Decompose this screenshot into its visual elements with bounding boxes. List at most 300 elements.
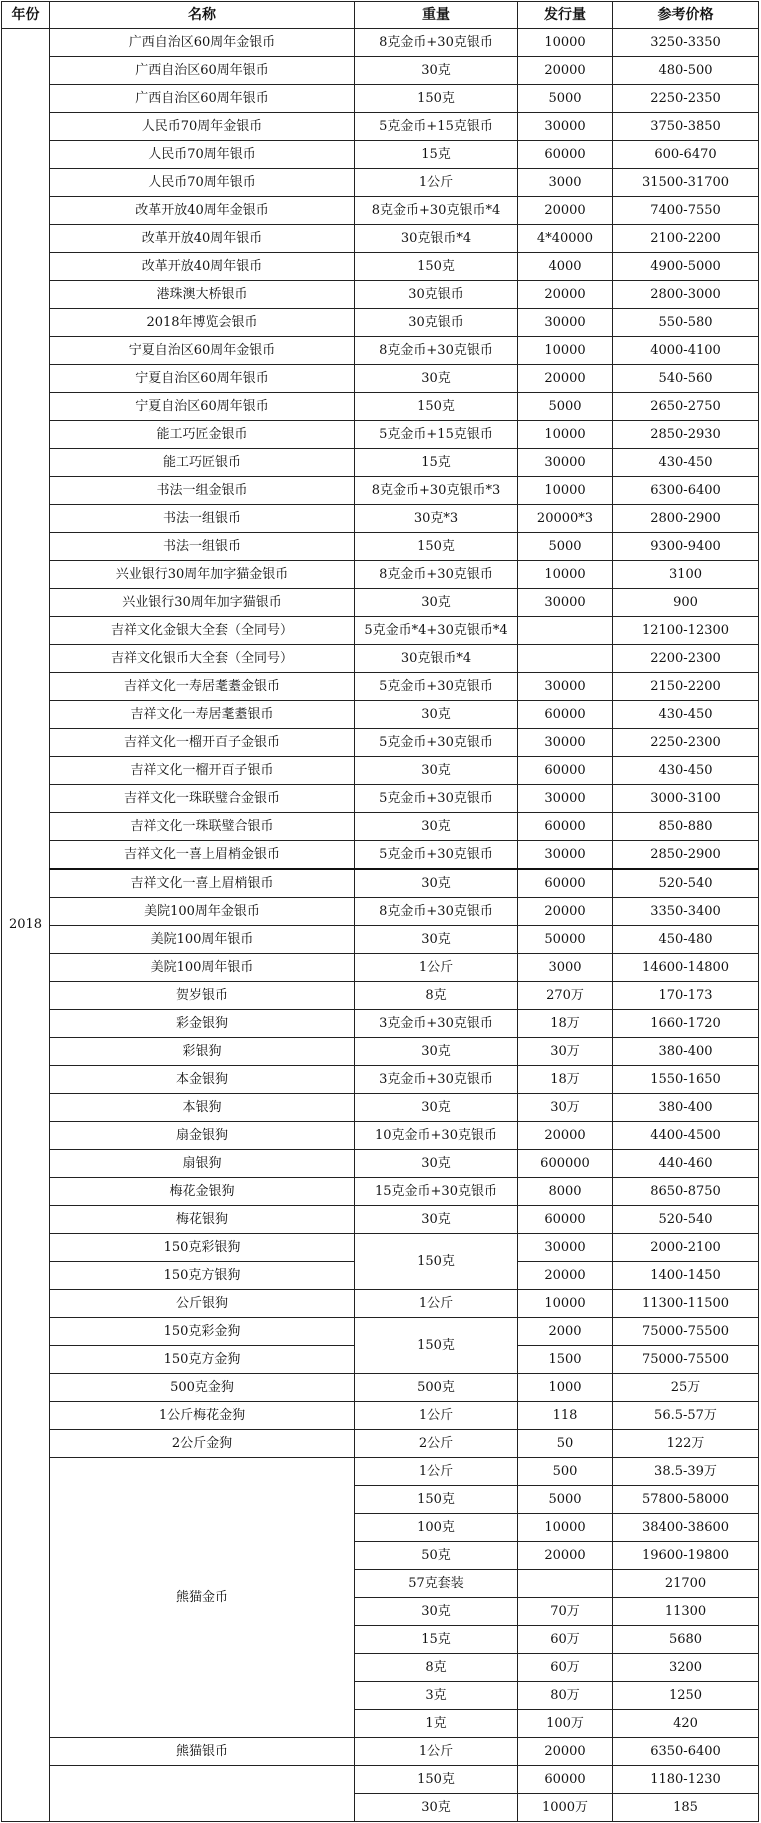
mintage-cell: 2000 [518,1318,613,1346]
price-cell: 57800-58000 [613,1486,759,1514]
price-cell: 8650-8750 [613,1178,759,1206]
table-row [2,926,759,954]
mintage-cell: 80万 [518,1682,613,1710]
mintage-cell: 20000 [518,57,613,85]
price-cell: 850-880 [613,813,759,841]
coin-name-cell: 书法一组银币 [50,505,355,533]
coin-name-cell: 广西自治区60周年银币 [50,85,355,113]
mintage-cell: 5000 [518,393,613,421]
weight-cell: 30克 [355,589,518,617]
weight-cell: 3克 [355,1682,518,1710]
weight-cell: 150克 [355,1486,518,1514]
weight-cell: 100克 [355,1514,518,1542]
table-row [2,393,759,421]
weight-cell: 8克金币+30克银币*3 [355,477,518,505]
price-cell: 2000-2100 [613,1234,759,1262]
table-row [2,477,759,505]
price-cell: 11300 [613,1598,759,1626]
price-cell: 122万 [613,1430,759,1458]
mintage-cell: 10000 [518,337,613,365]
mintage-cell: 3000 [518,954,613,982]
mintage-cell: 20000 [518,1262,613,1290]
mintage-cell: 60000 [518,701,613,729]
coin-name-cell: 150克彩金狗 [50,1318,355,1346]
mintage-cell: 20000 [518,1738,613,1766]
price-cell: 520-540 [613,1206,759,1234]
table-row [2,1402,759,1430]
mintage-cell: 60000 [518,1766,613,1794]
price-cell: 3750-3850 [613,113,759,141]
coin-name-cell: 改革开放40周年银币 [50,225,355,253]
mintage-cell: 30万 [518,1038,613,1066]
mintage-cell: 20000*3 [518,505,613,533]
weight-cell: 5克金币+30克银币 [355,673,518,701]
weight-cell: 30克银币*4 [355,645,518,673]
weight-cell: 5克金币+30克银币 [355,729,518,757]
mintage-cell: 30000 [518,785,613,813]
coin-price-table [1,1,759,1822]
coin-name-cell: 广西自治区60周年金银币 [50,29,355,57]
mintage-cell: 1000 [518,1374,613,1402]
price-cell: 540-560 [613,365,759,393]
price-cell: 4900-5000 [613,253,759,281]
weight-cell: 1公斤 [355,954,518,982]
mintage-cell: 60000 [518,869,613,898]
table-row [2,701,759,729]
table-row [2,673,759,701]
price-cell: 600-6470 [613,141,759,169]
mintage-cell: 500 [518,1458,613,1486]
coin-name-cell: 彩银狗 [50,1038,355,1066]
table-row [2,1738,759,1766]
price-cell: 3000-3100 [613,785,759,813]
table-row [2,1430,759,1458]
weight-cell: 150克 [355,85,518,113]
weight-cell: 30克 [355,365,518,393]
price-cell: 2650-2750 [613,393,759,421]
coin-name-cell: 吉祥文化金银大全套（全同号） [50,617,355,645]
mintage-cell: 30000 [518,673,613,701]
table-row [2,29,759,57]
coin-name-cell: 吉祥文化一喜上眉梢银币 [50,869,355,898]
mintage-cell: 5000 [518,533,613,561]
price-cell: 2850-2930 [613,421,759,449]
mintage-cell: 10000 [518,561,613,589]
table-row [2,1010,759,1038]
weight-cell: 30克 [355,1206,518,1234]
weight-cell: 8克金币+30克银币 [355,898,518,926]
weight-cell: 1公斤 [355,1402,518,1430]
mintage-cell: 18万 [518,1066,613,1094]
mintage-cell: 30000 [518,729,613,757]
mintage-cell: 60000 [518,1206,613,1234]
price-cell: 450-480 [613,926,759,954]
weight-cell: 30克 [355,1094,518,1122]
price-cell: 5680 [613,1626,759,1654]
price-cell: 2250-2350 [613,85,759,113]
coin-name-cell: 2公斤金狗 [50,1430,355,1458]
header-name: 名称 [50,2,355,29]
price-cell: 420 [613,1710,759,1738]
mintage-cell: 30000 [518,589,613,617]
coin-name-cell: 150克方银狗 [50,1262,355,1290]
coin-name-cell: 广西自治区60周年银币 [50,57,355,85]
weight-cell: 5克金币+30克银币 [355,785,518,813]
table-row [2,1458,759,1486]
header-price: 参考价格 [613,2,759,29]
mintage-cell: 1000万 [518,1794,613,1822]
weight-cell: 15克 [355,449,518,477]
table-row [2,85,759,113]
price-cell: 2800-3000 [613,281,759,309]
weight-cell: 1公斤 [355,1738,518,1766]
weight-cell: 15克 [355,141,518,169]
price-cell: 7400-7550 [613,197,759,225]
mintage-cell: 20000 [518,1542,613,1570]
header-mintage: 发行量 [518,2,613,29]
price-cell: 3200 [613,1654,759,1682]
coin-name-cell: 吉祥文化一喜上眉梢金银币 [50,841,355,870]
coin-name-cell: 梅花金银狗 [50,1178,355,1206]
weight-cell: 57克套装 [355,1570,518,1598]
table-row [2,1122,759,1150]
table-row [2,1178,759,1206]
coin-name-cell: 港珠澳大桥银币 [50,281,355,309]
weight-cell: 500克 [355,1374,518,1402]
coin-name-cell: 扇银狗 [50,1150,355,1178]
price-cell: 3250-3350 [613,29,759,57]
price-cell: 1550-1650 [613,1066,759,1094]
mintage-cell [518,645,613,673]
mintage-cell: 30万 [518,1094,613,1122]
weight-cell: 150克 [355,1766,518,1794]
price-cell: 430-450 [613,449,759,477]
price-cell: 11300-11500 [613,1290,759,1318]
coin-name-cell: 人民币70周年金银币 [50,113,355,141]
weight-cell: 15克金币+30克银币 [355,1178,518,1206]
coin-name-cell: 吉祥文化一榴开百子银币 [50,757,355,785]
mintage-cell: 70万 [518,1598,613,1626]
price-cell: 2250-2300 [613,729,759,757]
table-row [2,309,759,337]
coin-name-cell: 吉祥文化一榴开百子金银币 [50,729,355,757]
mintage-cell [518,1570,613,1598]
price-cell: 480-500 [613,57,759,85]
table-row [2,561,759,589]
header-year: 年份 [2,2,50,29]
mintage-cell: 1500 [518,1346,613,1374]
price-cell: 380-400 [613,1038,759,1066]
weight-cell: 1公斤 [355,169,518,197]
mintage-cell: 50000 [518,926,613,954]
weight-cell: 30克 [355,1150,518,1178]
weight-cell: 8克金币+30克银币*4 [355,197,518,225]
table-row [2,169,759,197]
table-row [2,1374,759,1402]
coin-name-cell: 500克金狗 [50,1374,355,1402]
table-row [2,982,759,1010]
table-row [2,1066,759,1094]
price-cell: 19600-19800 [613,1542,759,1570]
price-cell: 2850-2900 [613,841,759,870]
weight-cell: 8克金币+30克银币 [355,337,518,365]
mintage-cell: 20000 [518,365,613,393]
weight-cell: 150克 [355,533,518,561]
weight-cell: 30克 [355,57,518,85]
weight-cell: 150克 [355,1234,518,1290]
mintage-cell: 270万 [518,982,613,1010]
price-cell: 1400-1450 [613,1262,759,1290]
weight-cell: 30克 [355,701,518,729]
coin-name-cell: 150克彩银狗 [50,1234,355,1262]
coin-name-cell: 宁夏自治区60周年银币 [50,393,355,421]
weight-cell: 15克 [355,1626,518,1654]
price-cell: 1250 [613,1682,759,1710]
table-row [2,1038,759,1066]
table-row [2,337,759,365]
weight-cell: 1克 [355,1710,518,1738]
coin-name-cell: 吉祥文化银币大全套（全同号） [50,645,355,673]
price-cell: 4000-4100 [613,337,759,365]
coin-name-cell: 吉祥文化一寿居耄耋银币 [50,701,355,729]
table-row [2,365,759,393]
coin-name-cell: 熊猫金币 [50,1458,355,1738]
coin-name-cell: 吉祥文化一珠联璧合金银币 [50,785,355,813]
mintage-cell: 30000 [518,841,613,870]
weight-cell: 8克 [355,1654,518,1682]
coin-name-cell: 美院100周年银币 [50,954,355,982]
weight-cell: 8克 [355,982,518,1010]
mintage-cell: 8000 [518,1178,613,1206]
table-row [2,1766,759,1794]
table-row [2,1206,759,1234]
price-cell: 380-400 [613,1094,759,1122]
price-cell: 12100-12300 [613,617,759,645]
header-weight: 重量 [355,2,518,29]
mintage-cell: 20000 [518,281,613,309]
table-row [2,954,759,982]
year-cell: 2018 [2,29,50,1822]
table-row [2,505,759,533]
weight-cell: 5克金币+15克银币 [355,421,518,449]
mintage-cell: 18万 [518,1010,613,1038]
weight-cell: 150克 [355,393,518,421]
table-row [2,113,759,141]
weight-cell: 30克*3 [355,505,518,533]
price-cell: 170-173 [613,982,759,1010]
mintage-cell: 5000 [518,1486,613,1514]
weight-cell: 5克金币*4+30克银币*4 [355,617,518,645]
weight-cell: 8克金币+30克银币 [355,29,518,57]
weight-cell: 1公斤 [355,1290,518,1318]
table-row [2,1094,759,1122]
coin-name-cell: 本金银狗 [50,1066,355,1094]
coin-name-cell: 公斤银狗 [50,1290,355,1318]
coin-name-cell: 书法一组银币 [50,533,355,561]
table-row [2,785,759,813]
mintage-cell: 4000 [518,253,613,281]
coin-name-cell: 改革开放40周年金银币 [50,197,355,225]
weight-cell: 30克 [355,1794,518,1822]
coin-name-cell: 人民币70周年银币 [50,141,355,169]
weight-cell: 5克金币+30克银币 [355,841,518,870]
mintage-cell: 20000 [518,197,613,225]
weight-cell: 5克金币+15克银币 [355,113,518,141]
price-cell: 9300-9400 [613,533,759,561]
weight-cell: 3克金币+30克银币 [355,1066,518,1094]
mintage-cell: 5000 [518,85,613,113]
coin-name-cell: 宁夏自治区60周年金银币 [50,337,355,365]
weight-cell: 30克 [355,926,518,954]
mintage-cell: 600000 [518,1150,613,1178]
table-row [2,253,759,281]
price-cell: 56.5-57万 [613,1402,759,1430]
coin-name-cell: 能工巧匠银币 [50,449,355,477]
coin-name-cell: 兴业银行30周年加字猫银币 [50,589,355,617]
weight-cell: 150克 [355,253,518,281]
mintage-cell: 60万 [518,1654,613,1682]
price-cell: 75000-75500 [613,1346,759,1374]
mintage-cell: 60万 [518,1626,613,1654]
coin-name-cell: 兴业银行30周年加字猫金银币 [50,561,355,589]
coin-name-cell: 150克方金狗 [50,1346,355,1374]
mintage-cell: 60000 [518,813,613,841]
coin-name-cell: 书法一组金银币 [50,477,355,505]
weight-cell: 30克 [355,757,518,785]
coin-name-cell: 美院100周年银币 [50,926,355,954]
weight-cell: 3克金币+30克银币 [355,1010,518,1038]
table-row [2,449,759,477]
mintage-cell: 3000 [518,169,613,197]
price-cell: 1660-1720 [613,1010,759,1038]
price-cell: 4400-4500 [613,1122,759,1150]
mintage-cell: 10000 [518,1514,613,1542]
table-row [2,617,759,645]
table-row [2,1150,759,1178]
price-cell: 3350-3400 [613,898,759,926]
table-row [2,898,759,926]
mintage-cell: 60000 [518,141,613,169]
table-row [2,421,759,449]
table-row [2,1234,759,1262]
table-row [2,281,759,309]
mintage-cell: 10000 [518,29,613,57]
table-row [2,141,759,169]
table-row [2,1290,759,1318]
price-cell: 2200-2300 [613,645,759,673]
weight-cell: 30克 [355,813,518,841]
weight-cell: 1公斤 [355,1458,518,1486]
mintage-cell [518,617,613,645]
price-cell: 25万 [613,1374,759,1402]
coin-name-cell: 能工巧匠金银币 [50,421,355,449]
table-body [2,29,759,1822]
coin-name-cell: 扇金银狗 [50,1122,355,1150]
price-cell: 14600-14800 [613,954,759,982]
weight-cell: 8克金币+30克银币 [355,561,518,589]
coin-name-cell: 2018年博览会银币 [50,309,355,337]
price-cell: 185 [613,1794,759,1822]
price-cell: 38.5-39万 [613,1458,759,1486]
coin-name-cell: 彩金银狗 [50,1010,355,1038]
price-cell: 6300-6400 [613,477,759,505]
weight-cell: 50克 [355,1542,518,1570]
coin-name-cell: 本银狗 [50,1094,355,1122]
mintage-cell: 30000 [518,449,613,477]
mintage-cell: 30000 [518,113,613,141]
price-cell: 440-460 [613,1150,759,1178]
mintage-cell: 4*40000 [518,225,613,253]
mintage-cell: 30000 [518,309,613,337]
table-row [2,813,759,841]
price-cell: 75000-75500 [613,1318,759,1346]
price-cell: 3100 [613,561,759,589]
table-row [2,57,759,85]
price-cell: 430-450 [613,701,759,729]
coin-name-cell: 吉祥文化一寿居耄耋金银币 [50,673,355,701]
mintage-cell: 30000 [518,1234,613,1262]
mintage-cell: 10000 [518,477,613,505]
coin-name-cell: 吉祥文化一珠联璧合银币 [50,813,355,841]
weight-cell: 30克银币 [355,309,518,337]
price-cell: 31500-31700 [613,169,759,197]
price-cell: 520-540 [613,869,759,898]
table-row [2,869,759,898]
coin-name-cell: 人民币70周年银币 [50,169,355,197]
mintage-cell: 20000 [518,898,613,926]
price-cell: 430-450 [613,757,759,785]
table-row [2,589,759,617]
coin-name-cell: 改革开放40周年银币 [50,253,355,281]
price-cell: 38400-38600 [613,1514,759,1542]
mintage-cell: 60000 [518,757,613,785]
mintage-cell: 50 [518,1430,613,1458]
mintage-cell: 10000 [518,421,613,449]
price-cell: 2800-2900 [613,505,759,533]
table-row [2,645,759,673]
coin-name-cell: 宁夏自治区60周年银币 [50,365,355,393]
mintage-cell: 118 [518,1402,613,1430]
coin-name-cell: 贺岁银币 [50,982,355,1010]
mintage-cell: 20000 [518,1122,613,1150]
table-row [2,225,759,253]
mintage-cell: 10000 [518,1290,613,1318]
price-cell: 21700 [613,1570,759,1598]
weight-cell: 30克银币 [355,281,518,309]
header-row [2,2,759,29]
weight-cell: 30克银币*4 [355,225,518,253]
coin-name-cell: 梅花银狗 [50,1206,355,1234]
coin-name-cell: 1公斤梅花金狗 [50,1402,355,1430]
weight-cell: 30克 [355,1598,518,1626]
weight-cell: 150克 [355,1318,518,1374]
coin-name-cell: 熊猫银币 [50,1738,355,1766]
price-cell: 900 [613,589,759,617]
weight-cell: 30克 [355,1038,518,1066]
weight-cell: 2公斤 [355,1430,518,1458]
table-row [2,197,759,225]
table-row [2,1318,759,1346]
table-row [2,757,759,785]
coin-name-cell [50,1766,355,1822]
price-cell: 550-580 [613,309,759,337]
weight-cell: 30克 [355,869,518,898]
price-cell: 2100-2200 [613,225,759,253]
price-cell: 6350-6400 [613,1738,759,1766]
table-row [2,729,759,757]
price-cell: 1180-1230 [613,1766,759,1794]
coin-name-cell: 美院100周年金银币 [50,898,355,926]
